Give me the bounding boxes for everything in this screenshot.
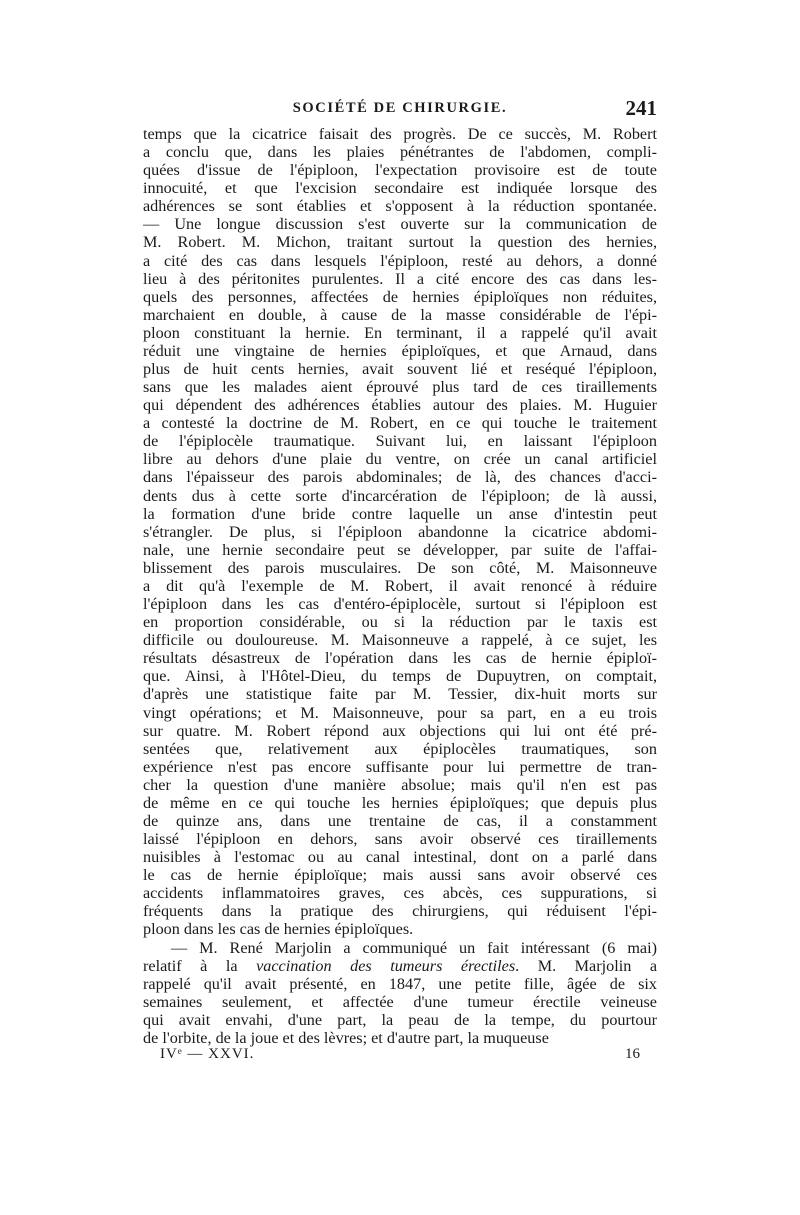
page-header — [143, 96, 657, 120]
text-line: sentées que, relativement aux épiplocèles traumatiques, son — [143, 739, 657, 758]
text-line: blissement des parois musculaires. De son côté, M. Maisonneuve — [143, 558, 657, 577]
text-line: de quinze ans, dans une trentaine de cas, il a constamment — [143, 811, 657, 830]
text-line: dans l'épaisseur des parois abdominales; de là, des chances d'acci- — [143, 468, 657, 487]
text-line: ploon constituant la hernie. En terminant, il a rappelé qu'il avait — [143, 323, 657, 342]
text-line: libre au dehors d'une plaie du ventre, on crée un canal artificiel — [143, 450, 657, 469]
text-line: ploon dans les cas de hernies épiploïques. — [143, 920, 414, 939]
text-line: fréquents dans la pratique des chirurgiens, qui réduisent l'épi- — [143, 902, 657, 921]
text-line: laissé l'épiploon en dehors, sans avoir observé ces tiraillements — [143, 830, 657, 849]
text-line: sur quatre. M. Robert répond aux objections qui lui ont été pré- — [143, 721, 657, 740]
text-line: dents dus à cette sorte d'incarcération de l'épiploon; de là aussi, — [143, 486, 657, 505]
text-line: réduit une vingtaine de hernies épiploïques, et que Arnaud, dans — [143, 341, 657, 360]
sheet-number: 16 — [625, 1046, 640, 1062]
text-line: difficile ou douloureuse. M. Maisonneuve a rappelé, à ce sujet, les — [143, 631, 657, 650]
text-line: d'après une statistique faite par M. Tessier, dix-huit morts sur — [143, 685, 657, 704]
text-line: relatif à la vaccination des tumeurs érectiles. M. Marjolin a — [143, 956, 657, 975]
text-line: en proportion considérable, ou si la réduction par le taxis est — [143, 613, 657, 632]
text-line: que. Ainsi, à l'Hôtel-Dieu, du temps de Dupuytren, on comptait, — [143, 667, 657, 686]
text-line: la formation d'une bride contre laquelle un anse d'intestin peut — [143, 504, 657, 523]
text-line: a conclu que, dans les plaies pénétrantes de l'abdomen, compli- — [143, 143, 657, 162]
text-line: nuisibles à l'estomac ou au canal intestinal, dont on a parlé dans — [143, 848, 657, 867]
text-line: nale, une hernie secondaire peut se développer, par suite de l'affai- — [143, 540, 657, 559]
text-line: qui dépendent des adhérences établies autour des plaies. M. Huguier — [143, 396, 657, 415]
text-line: adhérences se sont établies et s'opposent à la réduction spontanée. — [143, 197, 657, 216]
text-line: rappelé qu'il avait présenté, en 1847, une petite fille, âgée de six — [143, 974, 657, 993]
text-line: a cité des cas dans lesquels l'épiploon, resté au dehors, a donné — [143, 251, 657, 270]
page-footer — [160, 1046, 640, 1068]
italic-phrase: vaccination des tumeurs érectiles — [256, 956, 516, 975]
text-line: — M. René Marjolin a communiqué un fait intéressant (6 mai) — [171, 938, 657, 957]
text-line: de même en ce qui touche les hernies épiploïques; que depuis plus — [143, 793, 657, 812]
text-line: résultats désastreux de l'opération dans les cas de hernie épiploï- — [143, 649, 657, 668]
text-line: vingt opérations; et M. Maisonneuve, pour sa part, en a eu trois — [143, 703, 657, 722]
text-line: semaines seulement, et affectée d'une tumeur érectile veineuse — [143, 992, 657, 1011]
page-number: 241 — [625, 96, 657, 120]
text-line: qui avait envahi, d'une part, la peau de la tempe, du pourtour — [143, 1010, 657, 1029]
text-line: s'étrangler. De plus, si l'épiploon abandonne la cicatrice abdomi- — [143, 522, 657, 541]
text-line: — Une longue discussion s'est ouverte sur la communication de — [143, 215, 657, 234]
text-line: plus de huit cents hernies, avait souvent lié et reséqué l'épiploon, — [143, 360, 657, 379]
text-line: a contesté la doctrine de M. Robert, en ce qui touche le traitement — [143, 414, 657, 433]
text-line: quels des personnes, affectées de hernies épiploïques non réduites, — [143, 287, 657, 306]
text-line: l'épiploon dans les cas d'entéro-épiplocèle, surtout si l'épiploon est — [143, 595, 657, 614]
text-line: sans que les malades aient éprouvé plus tard de ces tiraillements — [143, 378, 657, 397]
running-title: SOCIÉTÉ DE CHIRURGIE. — [292, 100, 508, 116]
text-line: quées d'issue de l'épiploon, l'expectation provisoire est de toute — [143, 161, 657, 180]
body-text — [143, 125, 657, 1047]
text-line: le cas de hernie épiploïque; mais aussi sans avoir observé ces — [143, 866, 657, 885]
text-line: de l'orbite, de la joue et des lèvres; et d'autre part, la muqueuse — [143, 1028, 549, 1047]
text-line: a dit qu'à l'exemple de M. Robert, il avait renoncé à réduire — [143, 576, 657, 595]
text-line: M. Robert. M. Michon, traitant surtout la question des hernies, — [143, 233, 657, 252]
text-line: innocuité, et que l'excision secondaire est indiquée lorsque des — [143, 179, 657, 198]
text-line: cher la question d'une manière absolue; mais qu'il n'en est pas — [143, 775, 657, 794]
text-line: temps que la cicatrice faisait des progrès. De ce succès, M. Robert — [143, 125, 657, 143]
text-line: expérience n'est pas encore suffisante pour lui permettre de tran- — [143, 757, 657, 776]
text-line: marchaient en double, à cause de la masse considérable de l'épi- — [143, 305, 657, 324]
text-line: lieu à des péritonites purulentes. Il a cité encore des cas dans les- — [143, 269, 657, 288]
text-line: de l'épiplocèle traumatique. Suivant lui, en laissant l'épiploon — [143, 432, 657, 451]
text-line: accidents inflammatoires graves, ces abcès, ces suppurations, si — [143, 884, 657, 903]
printer-signature: IVᵉ — XXVI. — [160, 1046, 255, 1062]
